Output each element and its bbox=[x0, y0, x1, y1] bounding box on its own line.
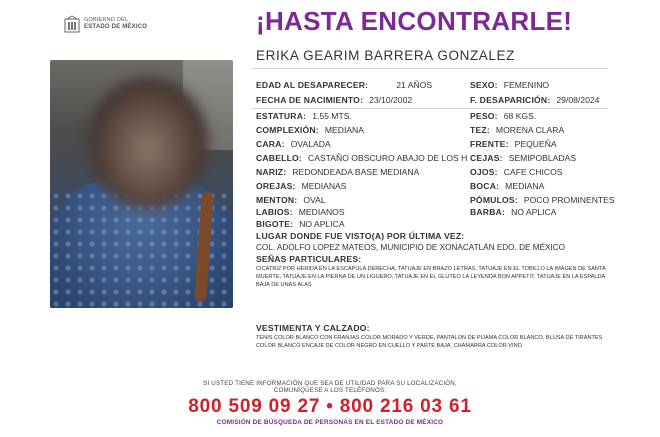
field-cabello: CABELLO: CASTAÑO OBSCURO ABAJO DE LOS H bbox=[256, 153, 468, 163]
poster-headline: ¡HASTA ENCONTRARLE! bbox=[256, 6, 573, 36]
location-value: COL. ADOLFO LOPEZ MATEOS, MUNICIPIO DE XONACATLÁN EDO. DE MÉXICO bbox=[256, 243, 566, 252]
field-nacimiento: FECHA DE NACIMIENTO: 23/10/2002 bbox=[256, 95, 413, 105]
government-logo bbox=[64, 15, 147, 33]
field-boca: BOCA: MEDIANA bbox=[470, 181, 545, 191]
marks-label: SEÑAS PARTICULARES: bbox=[256, 254, 362, 264]
commission-name: COMISIÓN DE BÚSQUEDA DE PERSONAS EN EL ESTADO DE MÉXICO bbox=[216, 419, 444, 426]
field-desaparicion: F. DESAPARICIÓN: 29/08/2024 bbox=[470, 95, 600, 105]
field-frente: FRENTE: PEQUEÑA bbox=[470, 139, 557, 149]
field-barba: BARBA: NO APLICA bbox=[470, 207, 557, 217]
field-estatura: ESTATURA: 1.55 MTS. bbox=[256, 111, 352, 121]
state-emblem-icon bbox=[64, 15, 80, 33]
person-name: ERIKA GEARIM BARRERA GONZALEZ bbox=[256, 48, 515, 63]
field-tez: TEZ: MORENA CLARA bbox=[470, 125, 565, 135]
location-label: LUGAR DONDE FUE VISTO(A) POR ÚLTIMA VEZ: bbox=[256, 231, 465, 241]
field-cejas: CEJAS: SEMIPOBLADAS bbox=[470, 153, 577, 163]
footer-info-line2: COMUNÍQUESE A LOS TELÉFONOS: bbox=[273, 387, 387, 394]
row-divider bbox=[252, 108, 608, 109]
org-line2: ESTADO DE MÉXICO bbox=[84, 24, 148, 30]
person-photo bbox=[50, 60, 233, 308]
field-pomulos: PÓMULOS: POCO PROMINENTES bbox=[470, 195, 615, 205]
footer-info-line1: SI USTED TIENE INFORMACIÓN QUE SEA DE UTILIDAD PARA SU LOCALIZACIÓN, bbox=[203, 380, 457, 387]
name-divider bbox=[252, 68, 608, 69]
marks-value: CICATRIZ POR HERIDA EN LA ESCAPULA DERECHA, TATUAJE EN BRAZO LETRAS, TATUAJE EN EL TOBILLO LA IMAGEN DE SANTA MUERTE, TATUAJE EN LA PIERNA DE UN LIGUERO, TATUAJE EN EL GLUTEO LA LEYENDA BON APPETIT, TATUAJE EN LA ESPALDA BAJA DE UNAS ALAS bbox=[256, 266, 606, 288]
field-complexion: COMPLEXIÓN: MEDIANA bbox=[256, 125, 364, 135]
clothing-label: VESTIMENTA Y CALZADO: bbox=[256, 323, 370, 333]
org-line1: GOBIERNO DEL bbox=[84, 17, 129, 23]
field-nariz: NARIZ: REDONDEADA BASE MEDIANA bbox=[256, 167, 420, 177]
phone-numbers[interactable]: 800 509 09 27 • 800 216 03 61 bbox=[188, 396, 472, 417]
field-orejas: OREJAS: MEDIANAS bbox=[256, 181, 347, 191]
clothing-value: TENIS COLOR BLANCO CON FRANJAS COLOR MORADO Y VERDE, PANTALON DE PIJAMA COLOR BLANCO, BLUSA DE TIRANTES COLOR BLANCO ENCAJE DE COLOR NEGRO EN CUELLO Y PARTE BAJA, CHAMARRA COLOR VINO bbox=[256, 335, 603, 349]
field-sexo: SEXO: FEMENINO bbox=[470, 80, 550, 90]
field-bigote: BIGOTE: NO APLICA bbox=[256, 219, 345, 229]
field-cara: CARA: OVALADA bbox=[256, 139, 331, 149]
field-menton: MENTON: OVAL bbox=[256, 195, 326, 205]
field-peso: PESO: 68 KGS. bbox=[470, 111, 537, 121]
field-labios: LABIOS: MEDIANOS bbox=[256, 207, 345, 217]
field-edad: EDAD AL DESAPARECER: 21 AÑOS bbox=[256, 80, 433, 90]
field-ojos: OJOS: CAFE CHICOS bbox=[470, 167, 563, 177]
